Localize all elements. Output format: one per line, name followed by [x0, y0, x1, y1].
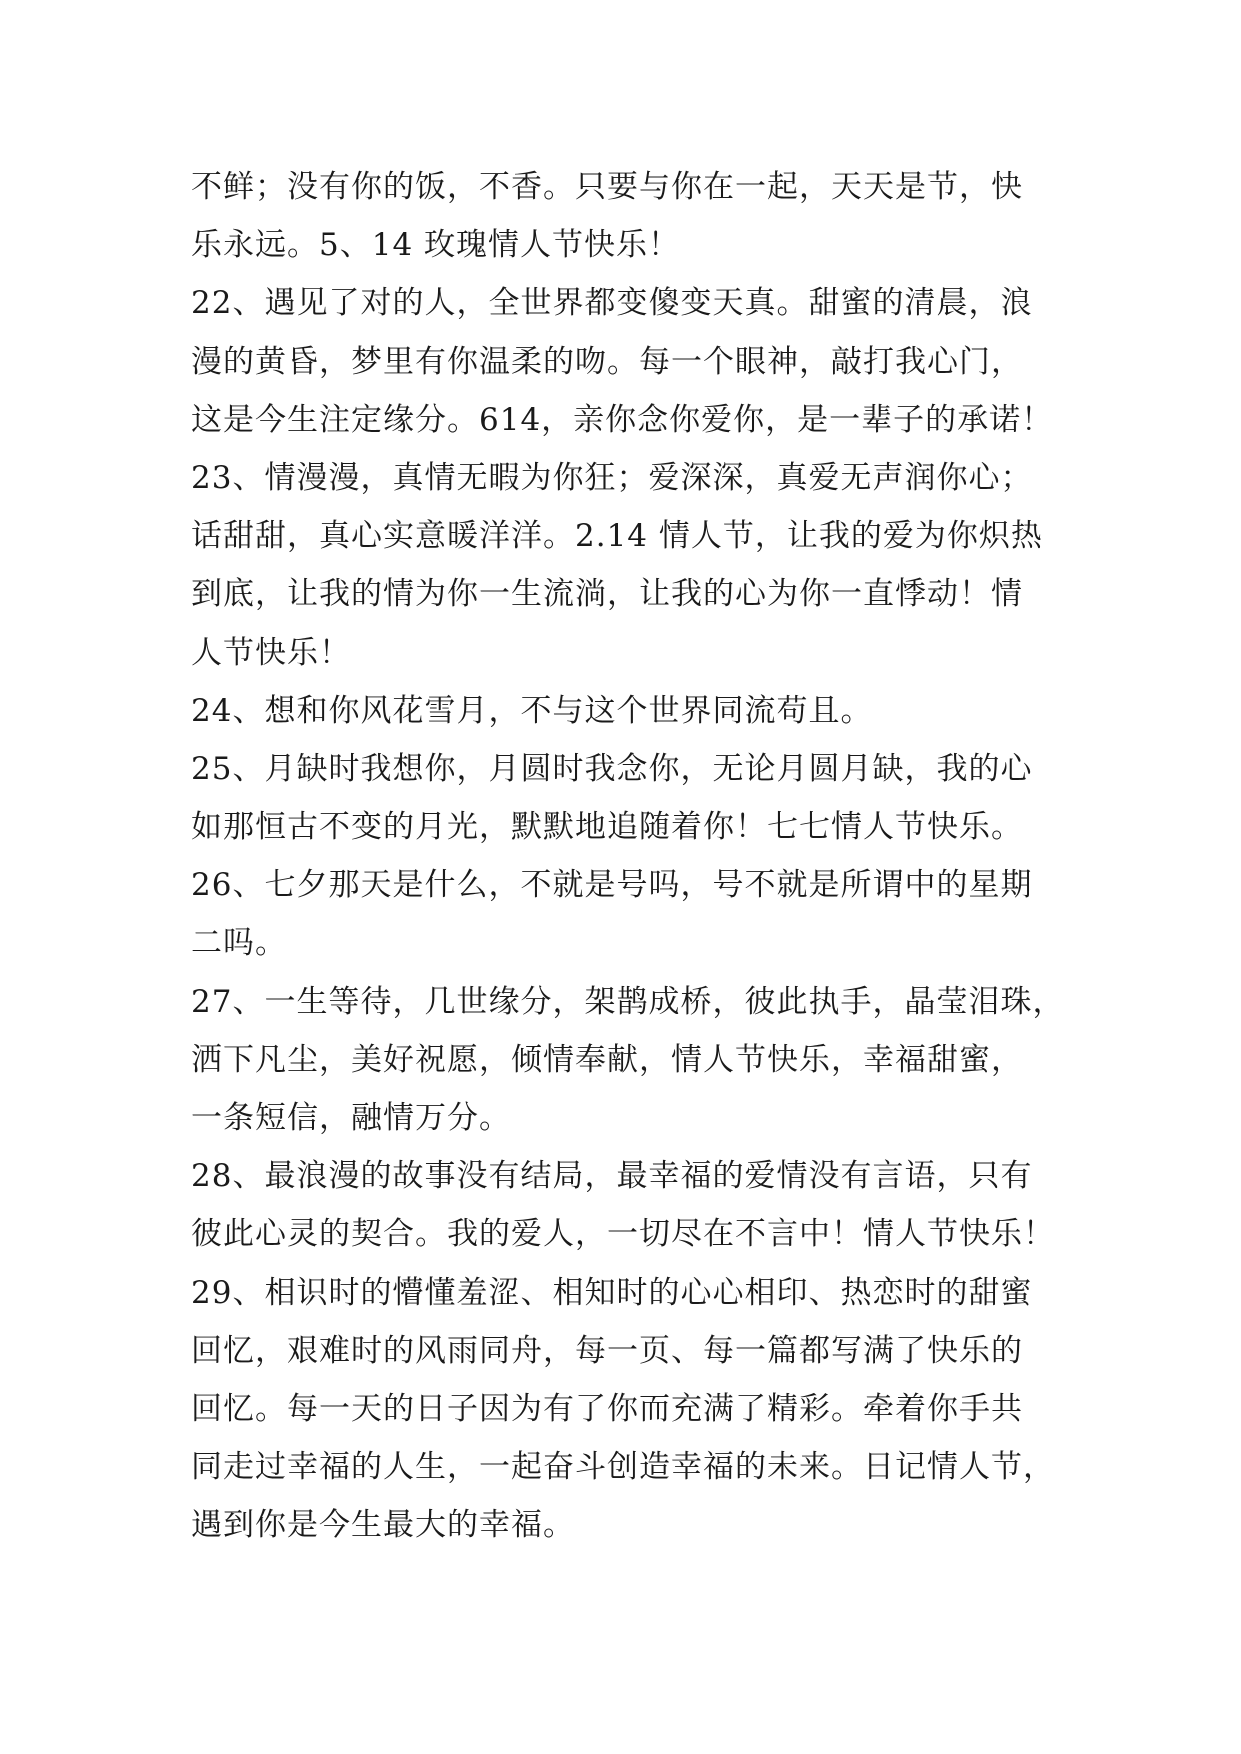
text-line: 到底，让我的情为你一生流淌，让我的心为你一直悸动！情	[191, 576, 1023, 613]
text-line: 28、最浪漫的故事没有结局，最幸福的爱情没有言语，只有	[191, 1158, 1033, 1195]
text-line: 这是今生注定缘分。614，亲你念你爱你，是一辈子的承诺！	[191, 401, 1054, 438]
text-line: 人节快乐！	[191, 634, 351, 671]
text-line: 洒下凡尘，美好祝愿，倾情奉献，情人节快乐，幸福甜蜜，	[191, 1041, 1023, 1078]
text-line: 话甜甜，真心实意暖洋洋。2.14 情人节，让我的爱为你炽热	[191, 518, 1043, 555]
body-text	[191, 158, 1071, 1555]
text-line: 回忆。每一天的日子因为有了你而充满了精彩。牵着你手共	[191, 1390, 1023, 1427]
text-line: 23、情漫漫，真情无暇为你狂；爱深深，真爱无声润你心；	[191, 459, 1033, 496]
text-line: 27、一生等待，几世缘分，架鹊成桥，彼此执手，晶莹泪珠，	[191, 983, 1065, 1020]
text-line: 29、相识时的懵懂羞涩、相知时的心心相印、热恋时的甜蜜	[191, 1274, 1033, 1311]
text-line: 回忆，艰难时的风雨同舟，每一页、每一篇都写满了快乐的	[191, 1332, 1023, 1369]
text-line: 24、想和你风花雪月，不与这个世界同流苟且。	[191, 692, 873, 729]
text-line: 乐永远。5、14 玫瑰情人节快乐！	[191, 227, 681, 264]
text-line: 如那恒古不变的月光，默默地追随着你！七七情人节快乐。	[191, 809, 1023, 846]
text-line: 26、七夕那天是什么，不就是号吗，号不就是所谓中的星期	[191, 867, 1033, 904]
text-line: 一条短信，融情万分。	[191, 1100, 511, 1136]
text-line: 同走过幸福的人生，一起奋斗创造幸福的未来。日记情人节，	[191, 1449, 1055, 1486]
text-line: 彼此心灵的契合。我的爱人，一切尽在不言中！情人节快乐！	[191, 1216, 1055, 1253]
text-line: 不鲜；没有你的饭，不香。只要与你在一起，天天是节，快	[191, 169, 1023, 205]
text-line: 遇到你是今生最大的幸福。	[191, 1507, 575, 1544]
text-line: 22、遇见了对的人，全世界都变傻变天真。甜蜜的清晨，浪	[191, 285, 1033, 322]
text-line: 二吗。	[191, 925, 287, 962]
text-line: 漫的黄昏，梦里有你温柔的吻。每一个眼神，敲打我心门，	[191, 343, 1023, 380]
text-line: 25、月缺时我想你，月圆时我念你，无论月圆月缺，我的心	[191, 750, 1033, 787]
